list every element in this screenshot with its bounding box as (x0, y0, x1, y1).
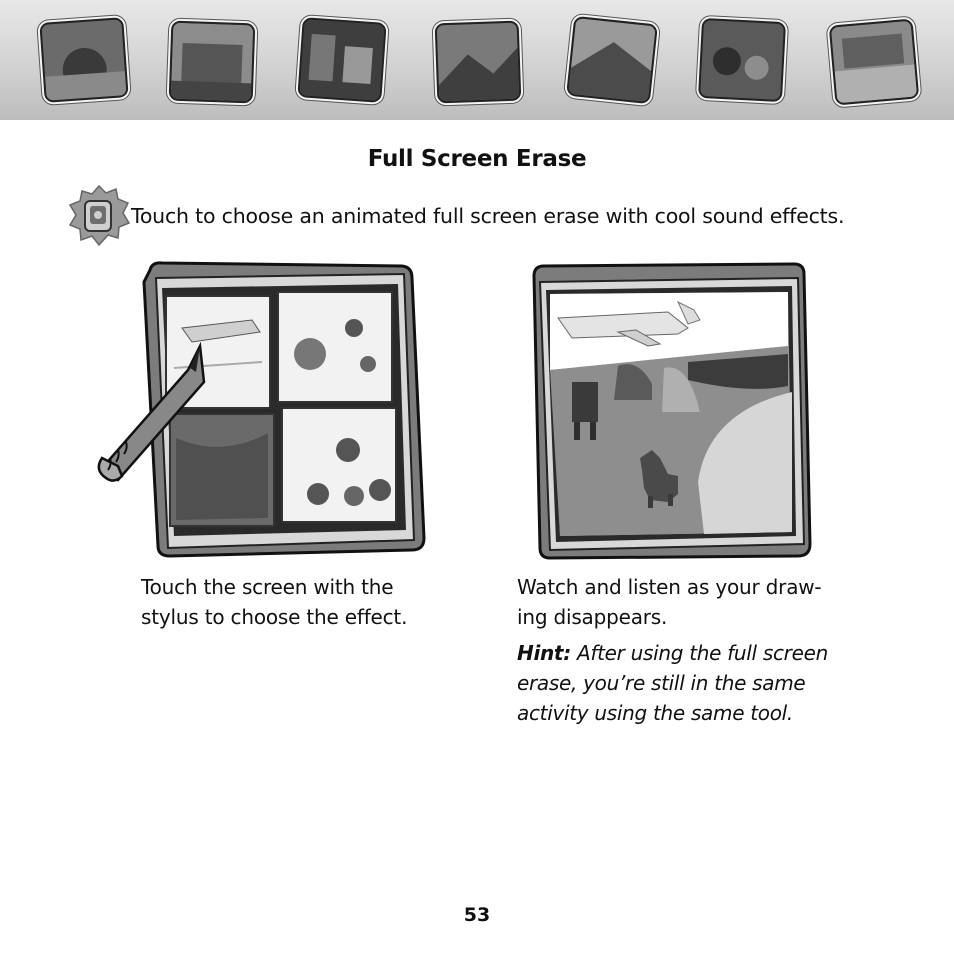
section-title: Full Screen Erase (367, 146, 587, 172)
scene-thumbnail-1 (39, 17, 128, 103)
effect-panel-flowers[interactable] (278, 292, 392, 402)
scene-thumbnail-5 (566, 16, 658, 104)
scene-thumbnail-2 (169, 21, 256, 104)
full-screen-erase-icon (66, 183, 132, 249)
effect-panel-dark[interactable] (170, 414, 274, 526)
effect-panel-dots[interactable] (282, 408, 396, 522)
header-banner (0, 0, 954, 120)
scene-thumbnail-7 (829, 18, 920, 105)
device-screen-erase-animation (528, 262, 818, 562)
page-number: 53 (463, 904, 491, 926)
intro-text: Touch to choose an animated full screen erase with cool sound effects. (131, 204, 845, 228)
hint-line: activity using the same tool. (517, 701, 793, 725)
hint-text (517, 638, 857, 728)
caption-line: stylus to choose the effect. (141, 605, 408, 629)
caption-watch-listen (517, 572, 857, 632)
caption-line: Watch and listen as your draw- (517, 575, 822, 599)
caption-line: ing disappears. (517, 605, 668, 629)
scene-thumbnail-3 (297, 17, 386, 103)
scene-thumbnail-4 (435, 21, 522, 104)
scene-thumbnail-6 (698, 18, 786, 102)
hint-line: erase, you’re still in the same (517, 671, 806, 695)
hint-line: After using the full screen (570, 641, 828, 665)
device-screen-choose-effect (92, 258, 432, 562)
hint-label: Hint: (517, 641, 571, 665)
caption-line: Touch the screen with the (141, 575, 394, 599)
caption-choose-effect (141, 572, 461, 632)
